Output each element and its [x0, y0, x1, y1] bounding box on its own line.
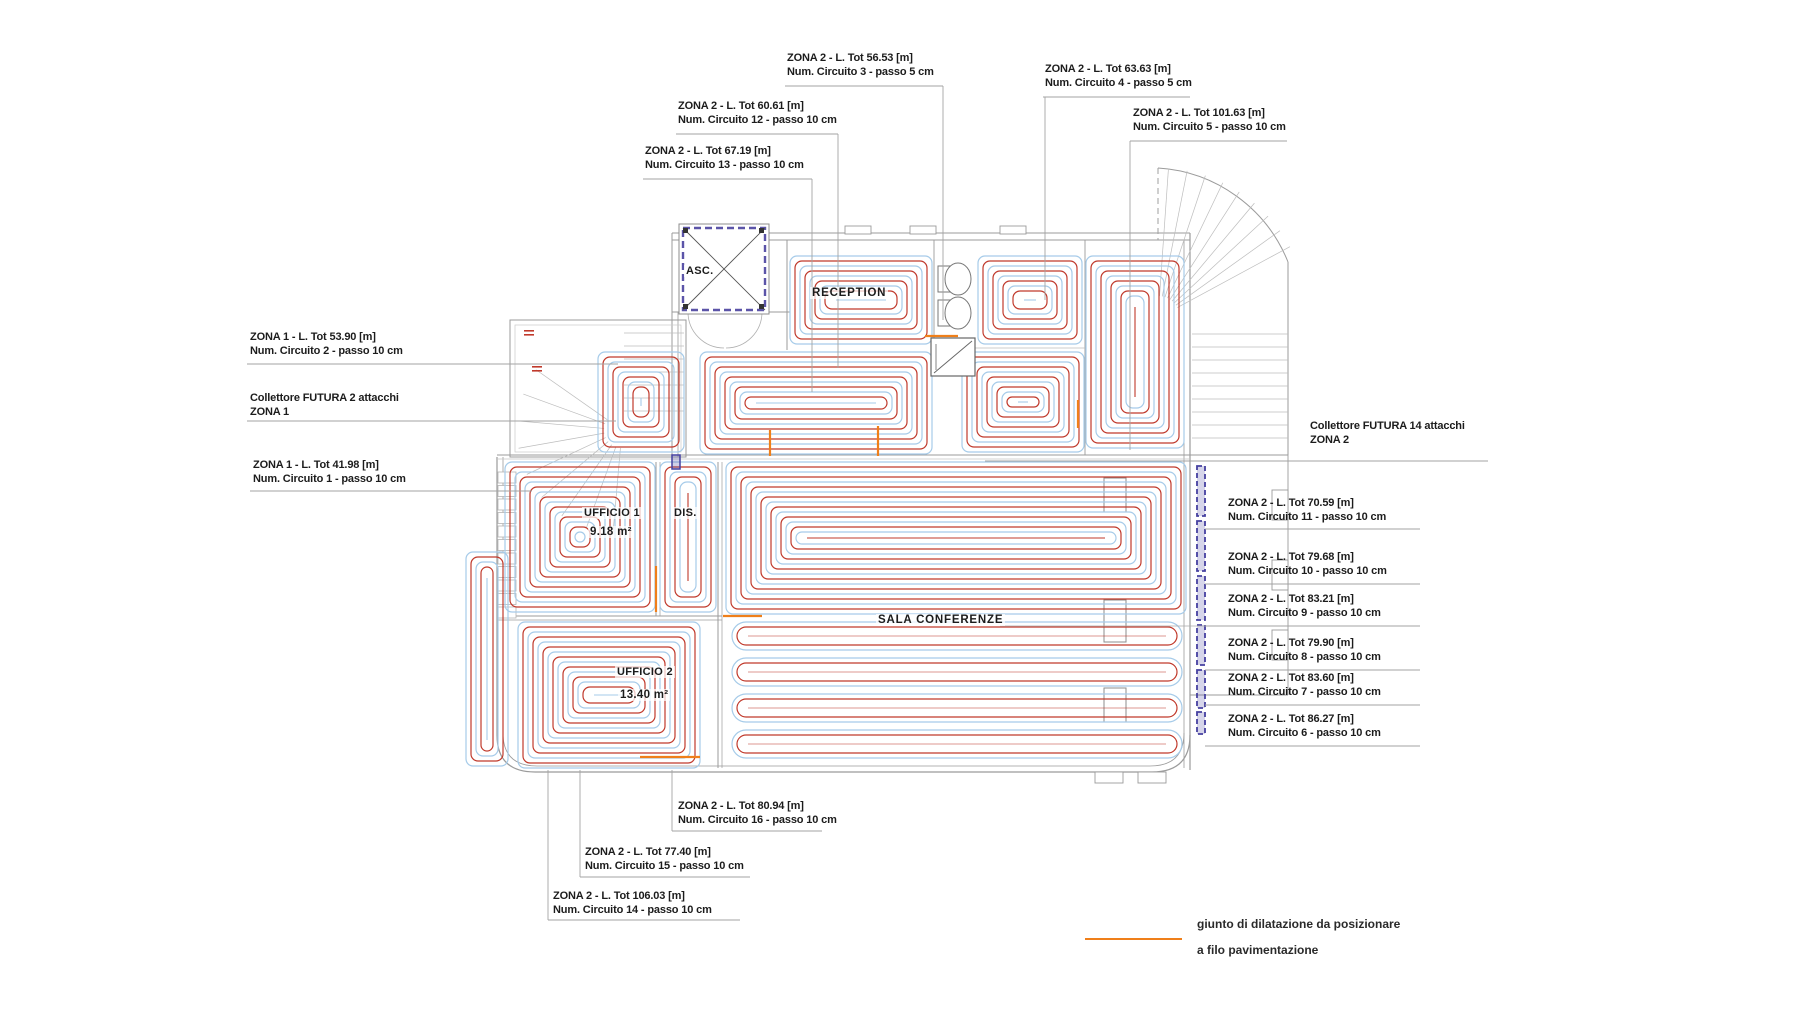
annotation-collettore-zona2 [1310, 420, 1465, 447]
annotation-line1: ZONA 2 - L. Tot 70.59 [m] [1228, 497, 1354, 509]
annotation-circuito-15 [585, 846, 744, 873]
annotation-line1: ZONA 2 - L. Tot 77.40 [m] [585, 846, 711, 858]
annotation-line2: Num. Circuito 5 - passo 10 cm [1133, 120, 1286, 133]
annotation-line2: Num. Circuito 14 - passo 10 cm [553, 903, 712, 916]
annotation-line1: Collettore FUTURA 2 attacchi [250, 392, 399, 404]
annotation-line1: ZONA 2 - L. Tot 79.68 [m] [1228, 551, 1354, 563]
annotation-line2: Num. Circuito 16 - passo 10 cm [678, 813, 837, 826]
annotation-circuito-6 [1228, 713, 1381, 740]
annotation-line2: ZONA 2 [1310, 433, 1350, 446]
legend-text-line2: a filo pavimentazione [1197, 943, 1319, 957]
annotation-line2: Num. Circuito 6 - passo 10 cm [1228, 726, 1381, 739]
annotation-line1: ZONA 2 - L. Tot 86.27 [m] [1228, 713, 1354, 725]
annotation-circuito-3 [787, 52, 934, 79]
annotation-circuito-12 [678, 100, 837, 127]
annotation-line1: Collettore FUTURA 14 attacchi [1310, 420, 1465, 432]
annotation-line1: ZONA 1 - L. Tot 53.90 [m] [250, 331, 376, 343]
room-label-ufficio2-area: 13.40 m² [620, 689, 669, 701]
annotation-line1: ZONA 2 - L. Tot 83.21 [m] [1228, 593, 1354, 605]
annotation-line1: ZONA 1 - L. Tot 41.98 [m] [253, 459, 379, 471]
annotation-line1: ZONA 2 - L. Tot 79.90 [m] [1228, 637, 1354, 649]
room-label-ufficio1-area: 9.18 m² [590, 526, 632, 538]
annotation-line1: ZONA 2 - L. Tot 63.63 [m] [1045, 63, 1171, 75]
annotation-line2: Num. Circuito 9 - passo 10 cm [1228, 606, 1381, 619]
heating-circuits [466, 256, 1186, 768]
room-label-reception: RECEPTION [812, 287, 887, 299]
annotation-line2: ZONA 1 [250, 405, 290, 418]
expansion-joint-legend-line [1085, 938, 1182, 940]
annotation-line1: ZONA 2 - L. Tot 60.61 [m] [678, 100, 804, 112]
annotation-circuito-11 [1228, 497, 1386, 524]
annotation-circuito-10 [1228, 551, 1387, 578]
annotation-circuito-2 [250, 331, 403, 358]
staircase [510, 168, 1290, 535]
annotation-line2: Num. Circuito 8 - passo 10 cm [1228, 650, 1381, 663]
annotation-line2: Num. Circuito 11 - passo 10 cm [1228, 510, 1387, 523]
annotation-line1: ZONA 2 - L. Tot 67.19 [m] [645, 145, 771, 157]
annotation-line2: Num. Circuito 15 - passo 10 cm [585, 859, 744, 872]
annotation-circuito-9 [1228, 593, 1381, 620]
bathroom-fixtures [931, 263, 975, 376]
annotation-line2: Num. Circuito 12 - passo 10 cm [678, 113, 837, 126]
room-label-ufficio1: UFFICIO 1 [584, 507, 640, 519]
annotation-circuito-14 [553, 890, 712, 917]
annotation-line2: Num. Circuito 2 - passo 10 cm [250, 344, 403, 357]
room-label-asc: ASC. [686, 265, 714, 277]
annotation-line2: Num. Circuito 13 - passo 10 cm [645, 158, 804, 171]
annotation-line2: Num. Circuito 3 - passo 5 cm [787, 65, 934, 78]
annotation-circuito-16 [678, 800, 837, 827]
legend-text-line1: giunto di dilatazione da posizionare [1197, 917, 1401, 931]
annotation-circuito-7 [1228, 672, 1381, 699]
room-label-sala: SALA CONFERENZE [878, 614, 1004, 626]
annotation-circuito-4 [1045, 63, 1192, 90]
annotation-line2: Num. Circuito 4 - passo 5 cm [1045, 76, 1192, 89]
annotation-line2: Num. Circuito 7 - passo 10 cm [1228, 685, 1381, 698]
annotation-circuito-1 [253, 459, 406, 486]
annotation-line2: Num. Circuito 1 - passo 10 cm [253, 472, 406, 485]
annotation-line1: ZONA 2 - L. Tot 101.63 [m] [1133, 107, 1265, 119]
annotation-circuito-8 [1228, 637, 1381, 664]
annotation-collettore-zona1 [250, 392, 399, 419]
annotation-line1: ZONA 2 - L. Tot 106.03 [m] [553, 890, 685, 902]
annotation-circuito-5 [1133, 107, 1286, 134]
annotation-line1: ZONA 2 - L. Tot 83.60 [m] [1228, 672, 1354, 684]
annotation-line2: Num. Circuito 10 - passo 10 cm [1228, 564, 1387, 577]
room-label-ufficio2: UFFICIO 2 [617, 666, 673, 678]
annotation-line1: ZONA 2 - L. Tot 80.94 [m] [678, 800, 804, 812]
annotation-line1: ZONA 2 - L. Tot 56.53 [m] [787, 52, 913, 64]
room-label-dis: DIS. [674, 507, 697, 519]
annotation-circuito-13 [645, 145, 804, 172]
